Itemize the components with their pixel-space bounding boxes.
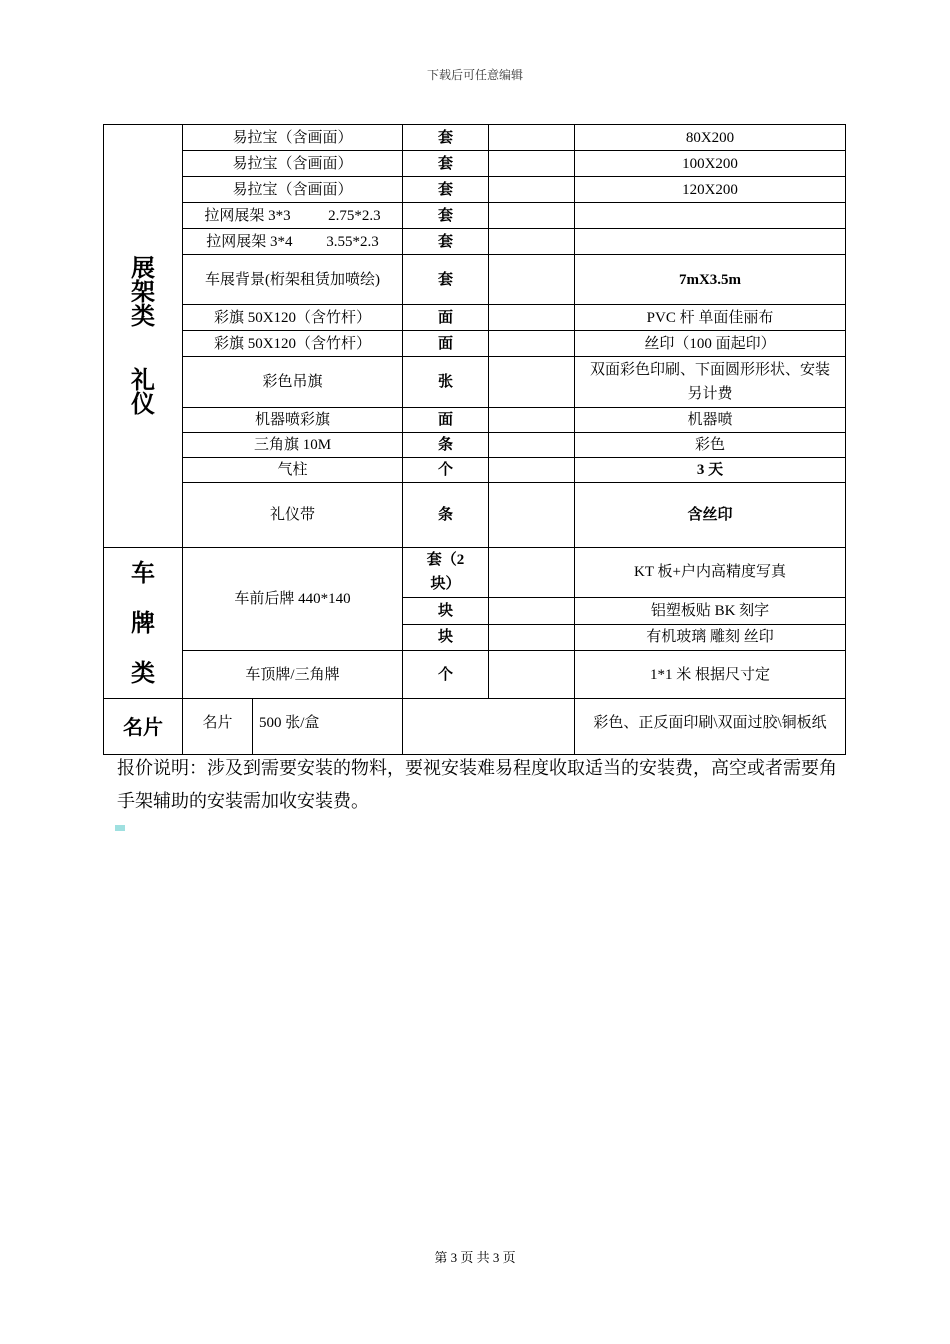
category-display-etiquette bbox=[104, 125, 183, 548]
table-row bbox=[104, 255, 846, 305]
spec-note: 机器喷 bbox=[575, 408, 846, 433]
unit: 个 bbox=[403, 651, 489, 699]
category-char: 仪 bbox=[131, 390, 155, 418]
category-char: 车 bbox=[131, 559, 155, 587]
price bbox=[489, 433, 575, 458]
price bbox=[489, 255, 575, 305]
item-name: 三角旗 10M bbox=[183, 433, 403, 458]
price bbox=[489, 408, 575, 433]
table-row bbox=[104, 125, 846, 151]
price bbox=[403, 699, 575, 755]
table-row bbox=[104, 458, 846, 483]
unit: 个 bbox=[403, 458, 489, 483]
price bbox=[489, 177, 575, 203]
price bbox=[489, 305, 575, 331]
table-row bbox=[104, 483, 846, 548]
category-char: 礼 bbox=[131, 366, 155, 394]
unit: 面 bbox=[403, 305, 489, 331]
item-name: 易拉宝（含画面） bbox=[183, 125, 403, 151]
item-name: 彩旗 50X120（含竹杆） bbox=[183, 305, 403, 331]
item-name: 礼仪带 bbox=[183, 483, 403, 548]
spec-note: 100X200 bbox=[575, 151, 846, 177]
category-char: 牌 bbox=[131, 609, 155, 637]
category-char: 架 bbox=[131, 278, 155, 306]
table-row bbox=[104, 331, 846, 357]
item-name: 车展背景(桁架租赁加喷绘) bbox=[183, 255, 403, 305]
spec-note: 彩色、正反面印刷\双面过胶\铜板纸 bbox=[575, 699, 846, 755]
table-row bbox=[104, 151, 846, 177]
unit: 条 bbox=[403, 483, 489, 548]
spec-note: 3 天 bbox=[575, 458, 846, 483]
table-row bbox=[104, 408, 846, 433]
spec-note: 7mX3.5m bbox=[575, 255, 846, 305]
quote-description: 报价说明：涉及到需要安装的物料，要视安装难易程度收取适当的安装费，高空或者需要角手架辅助的安装需加收安装费。 bbox=[117, 758, 837, 811]
category-char: 类 bbox=[131, 659, 155, 687]
item-name: 彩旗 50X120（含竹杆） bbox=[183, 331, 403, 357]
unit: 套 bbox=[403, 255, 489, 305]
unit: 面 bbox=[403, 331, 489, 357]
category-char: 展 bbox=[131, 254, 155, 282]
item-name: 拉网展架 3*4 3.55*2.3 bbox=[183, 229, 403, 255]
price bbox=[489, 548, 575, 598]
table-row bbox=[104, 357, 846, 408]
spec-note: 丝印（100 面起印） bbox=[575, 331, 846, 357]
item-name: 易拉宝（含画面） bbox=[183, 151, 403, 177]
unit: 套 bbox=[403, 229, 489, 255]
price bbox=[489, 151, 575, 177]
price bbox=[489, 125, 575, 151]
item-name: 机器喷彩旗 bbox=[183, 408, 403, 433]
item-name: 车前后牌 440*140 bbox=[183, 548, 403, 651]
item-name: 彩色吊旗 bbox=[183, 357, 403, 408]
price bbox=[489, 597, 575, 624]
spec-note: 彩色 bbox=[575, 433, 846, 458]
price bbox=[489, 331, 575, 357]
spec-note bbox=[575, 203, 846, 229]
category-char: 类 bbox=[131, 302, 155, 330]
price bbox=[489, 651, 575, 699]
category-plates bbox=[104, 548, 183, 699]
item-name: 车顶牌/三角牌 bbox=[183, 651, 403, 699]
spec-note: 含丝印 bbox=[575, 483, 846, 548]
unit: 套 bbox=[403, 177, 489, 203]
unit: 面 bbox=[403, 408, 489, 433]
spec-note: 80X200 bbox=[575, 125, 846, 151]
table-row bbox=[104, 651, 846, 699]
unit: 套（2 块） bbox=[403, 548, 489, 598]
spec-note bbox=[575, 229, 846, 255]
table-row bbox=[104, 305, 846, 331]
page-footer-number: 第 3 页 共 3 页 bbox=[434, 1250, 516, 1265]
price bbox=[489, 458, 575, 483]
spec-note: 双面彩色印刷、下面圆形形状、安装另计费 bbox=[575, 357, 846, 408]
unit: 块 bbox=[403, 597, 489, 624]
price bbox=[489, 229, 575, 255]
unit: 套 bbox=[403, 203, 489, 229]
spec-note: 120X200 bbox=[575, 177, 846, 203]
spec-note: 1*1 米 根据尺寸定 bbox=[575, 651, 846, 699]
table-row bbox=[104, 229, 846, 255]
price bbox=[489, 624, 575, 651]
table-row bbox=[104, 177, 846, 203]
unit: 套 bbox=[403, 151, 489, 177]
quantity: 500 张/盒 bbox=[253, 699, 403, 755]
price bbox=[489, 203, 575, 229]
cursor-marker bbox=[115, 825, 125, 831]
table-row bbox=[104, 548, 846, 598]
unit: 条 bbox=[403, 433, 489, 458]
price-table bbox=[103, 124, 846, 755]
price bbox=[489, 483, 575, 548]
spec-note: KT 板+户内高精度写真 bbox=[575, 548, 846, 598]
item-name: 易拉宝（含画面） bbox=[183, 177, 403, 203]
spec-note: PVC 杆 单面佳丽布 bbox=[575, 305, 846, 331]
page-header-note: 下载后可任意编辑 bbox=[426, 68, 523, 82]
unit: 张 bbox=[403, 357, 489, 408]
table-row bbox=[104, 699, 846, 755]
item-name: 气柱 bbox=[183, 458, 403, 483]
spec-note: 铝塑板贴 BK 刻字 bbox=[575, 597, 846, 624]
price bbox=[489, 357, 575, 408]
unit: 块 bbox=[403, 624, 489, 651]
item-name: 拉网展架 3*3 2.75*2.3 bbox=[183, 203, 403, 229]
category-business-card: 名片 bbox=[104, 699, 183, 755]
table-row bbox=[104, 433, 846, 458]
spec-note: 有机玻璃 雕刻 丝印 bbox=[575, 624, 846, 651]
table-row bbox=[104, 203, 846, 229]
unit: 套 bbox=[403, 125, 489, 151]
item-name: 名片 bbox=[183, 699, 253, 755]
